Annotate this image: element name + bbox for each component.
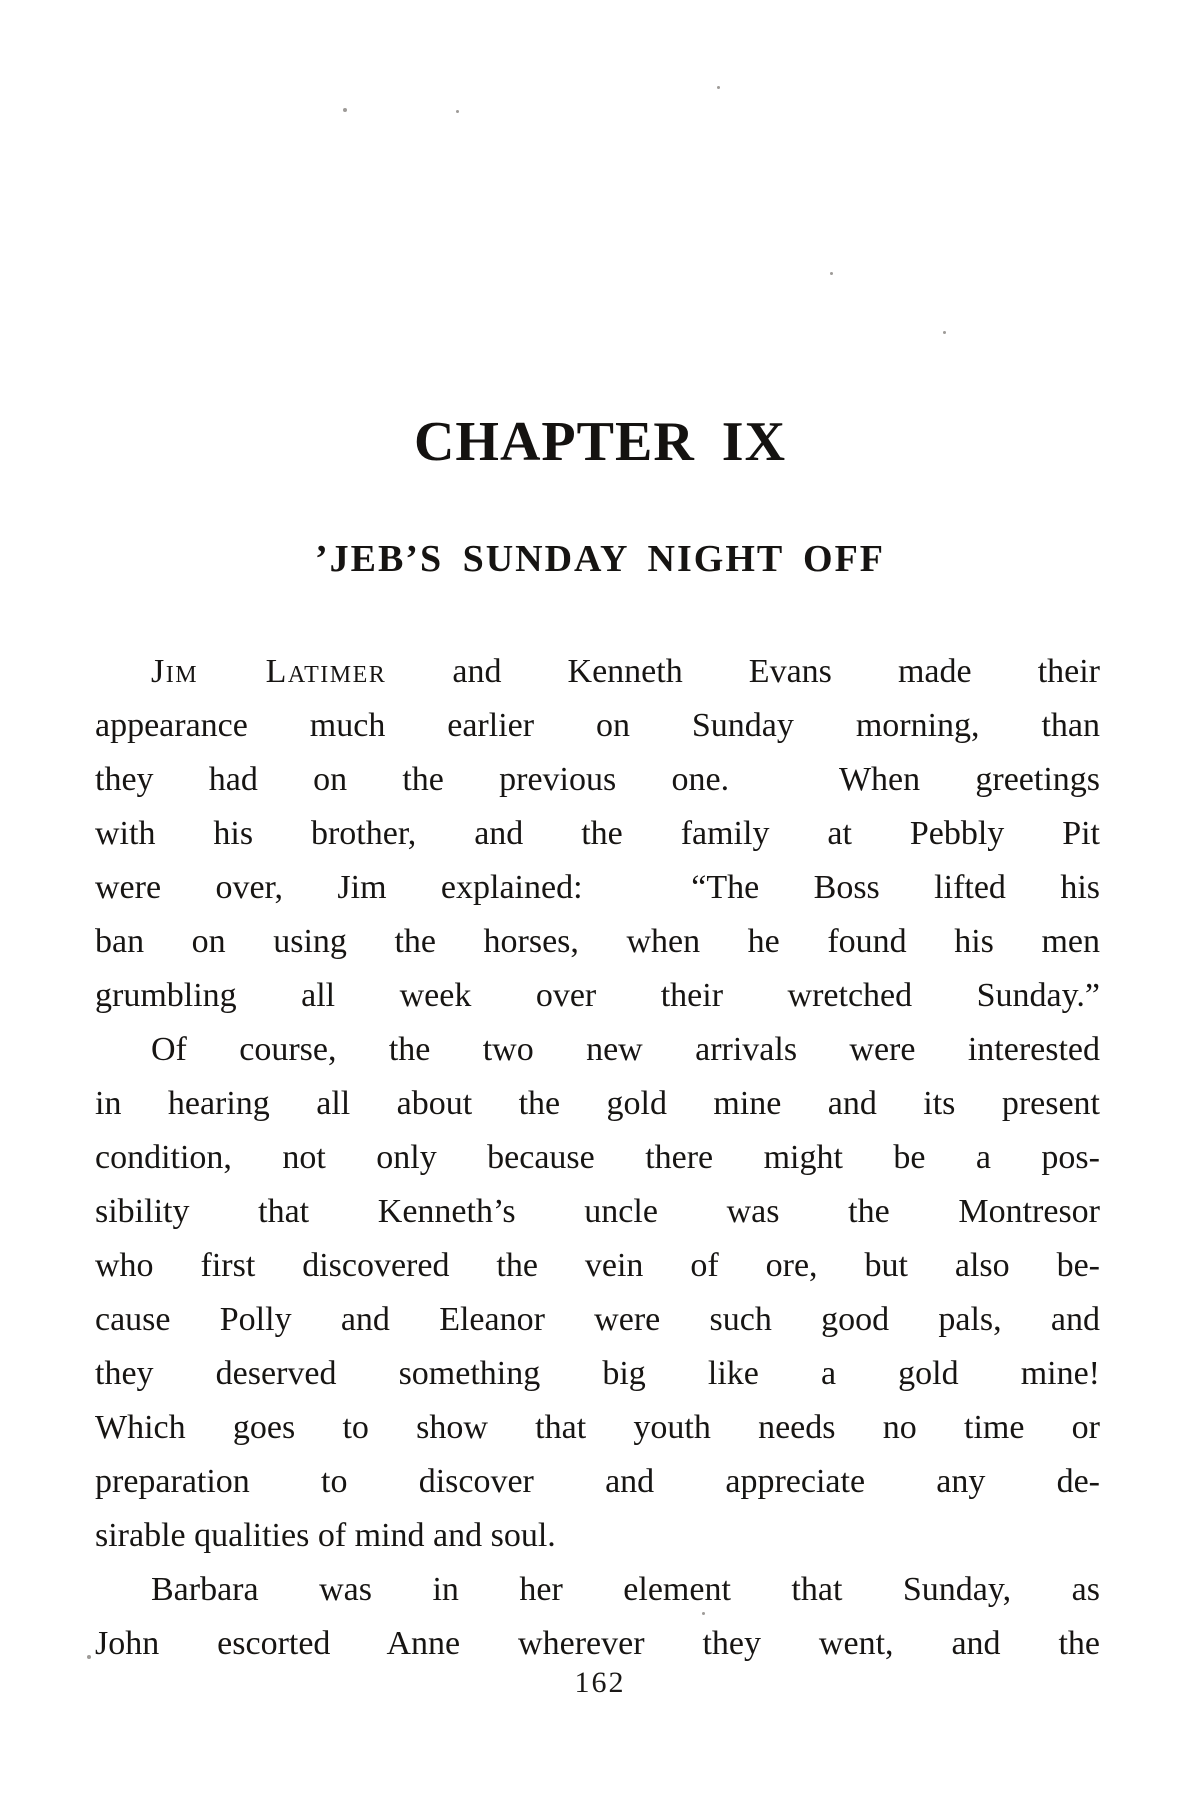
- text-line: [95, 1509, 1100, 1563]
- smallcaps-text: Jim Latimer: [151, 653, 387, 690]
- text-line: [95, 1401, 1100, 1455]
- text-line: [95, 1077, 1100, 1131]
- scan-speck: [830, 272, 833, 275]
- text-segment: who first discovered the vein of ore, but also be-: [95, 1247, 1100, 1284]
- text-segment: grumbling all week over their wretched Sunday.”: [95, 977, 1100, 1014]
- body-text: [95, 645, 1100, 1671]
- text-segment: in hearing all about the gold mine and its present: [95, 1085, 1100, 1122]
- text-segment: Which goes to show that youth needs no time or: [95, 1409, 1100, 1446]
- scan-speck: [943, 331, 946, 334]
- text-line: [95, 1617, 1100, 1671]
- text-line: [95, 645, 1100, 699]
- text-segment: they deserved something big like a gold mine!: [95, 1355, 1100, 1392]
- text-segment: appearance much earlier on Sunday morning, than: [95, 707, 1100, 744]
- text-line: [95, 1563, 1100, 1617]
- text-segment: cause Polly and Eleanor were such good pals, and: [95, 1301, 1100, 1338]
- text-line: [95, 1185, 1100, 1239]
- text-line: [95, 807, 1100, 861]
- scan-speck: [87, 1655, 91, 1659]
- text-segment: and Kenneth Evans made their: [386, 653, 1101, 690]
- text-line: [95, 1239, 1100, 1293]
- text-line: [95, 1347, 1100, 1401]
- scan-speck: [456, 110, 459, 113]
- text-segment: condition, not only because there might be a pos-: [95, 1139, 1100, 1176]
- text-line: [95, 1131, 1100, 1185]
- text-segment: John escorted Anne wherever they went, and the: [95, 1625, 1100, 1662]
- text-segment: ban on using the horses, when he found his men: [95, 923, 1100, 960]
- chapter-title: CHAPTER IX: [413, 411, 787, 473]
- scan-speck: [717, 86, 720, 89]
- text-segment: Barbara was in her element that Sunday, as: [151, 1571, 1100, 1608]
- text-segment: sirable qualities of mind and soul.: [95, 1517, 556, 1554]
- text-segment: were over, Jim explained: “The Boss lifted his: [95, 869, 1100, 906]
- chapter-subtitle: ’JEB’S SUNDAY NIGHT OFF: [314, 538, 886, 580]
- text-line: [95, 699, 1100, 753]
- text-line: [95, 753, 1100, 807]
- text-line: [95, 861, 1100, 915]
- scan-speck: [343, 108, 347, 112]
- text-segment: Of course, the two new arrivals were interested: [151, 1031, 1100, 1068]
- text-line: [95, 1023, 1100, 1077]
- text-line: [95, 1455, 1100, 1509]
- text-line: [95, 969, 1100, 1023]
- page-number: 162: [574, 1666, 626, 1699]
- text-segment: preparation to discover and appreciate any de-: [95, 1463, 1100, 1500]
- text-line: [95, 1293, 1100, 1347]
- text-line: [95, 915, 1100, 969]
- text-segment: with his brother, and the family at Pebbly Pit: [95, 815, 1100, 852]
- text-segment: sibility that Kenneth’s uncle was the Montresor: [95, 1193, 1100, 1230]
- text-segment: they had on the previous one. When greetings: [95, 761, 1100, 798]
